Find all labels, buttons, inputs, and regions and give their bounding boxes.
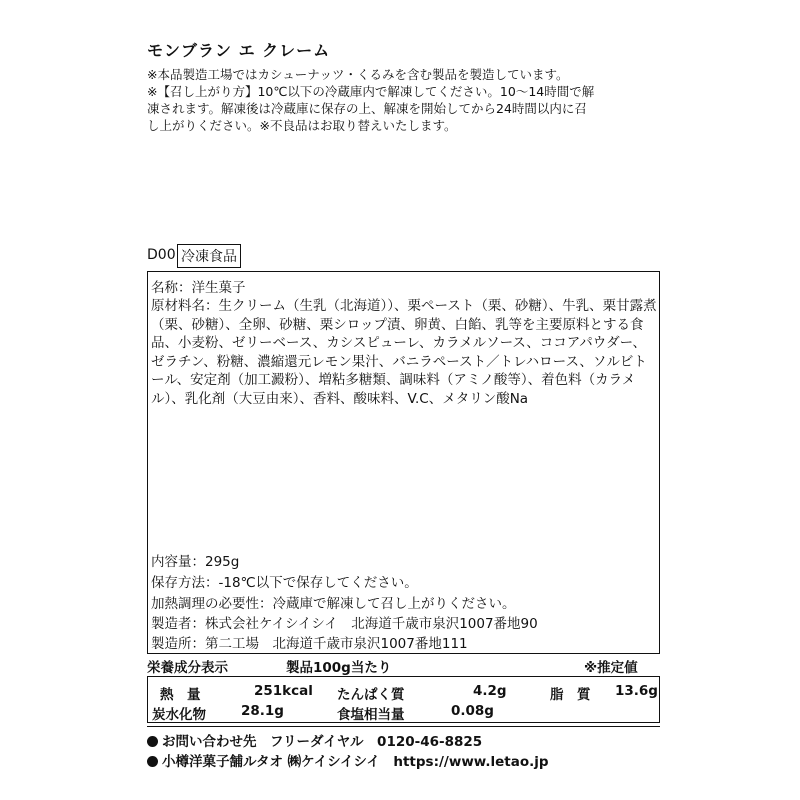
- contact-line: [147, 730, 482, 750]
- energy-label: 熱 量: [160, 687, 201, 703]
- bullet-icon: [147, 756, 158, 767]
- bullet-icon: [147, 736, 158, 747]
- instructions-line-1: ※【召し上がり方】10℃以下の冷蔵庫内で解凍してください。10～14時間で解: [147, 84, 595, 99]
- label-factory: 製造所：第二工場 北海道千歳市泉沢1007番地111: [151, 636, 468, 652]
- salt-label: 食塩相当量: [337, 707, 405, 723]
- salt-value: 0.08g: [451, 703, 494, 719]
- company-text: 小樽洋菓子舗ルタオ ㈱ケイシイシイ https://www.letao.jp: [162, 754, 549, 770]
- company-line: [147, 750, 549, 770]
- nutrition-estimate-note: ※推定値: [584, 660, 638, 676]
- contact-text: お問い合わせ先 フリーダイヤル 0120-46-8825: [162, 734, 483, 750]
- energy-value: 251kcal: [254, 683, 313, 699]
- nutrition-basis: 製品100g当たり: [286, 660, 392, 676]
- instructions-line-3: し上がりください。※不良品はお取り替えいたします。: [147, 118, 457, 133]
- product-title: モンブラン エ クレーム: [147, 41, 331, 60]
- label-name: 名称：洋生菓子: [151, 280, 246, 296]
- protein-label: たんぱく質: [337, 687, 405, 703]
- nutrition-heading: 栄養成分表示: [147, 660, 228, 676]
- label-storage: 保存方法：-18℃以下で保存してください。: [151, 575, 418, 591]
- carb-label: 炭水化物: [152, 707, 206, 723]
- lot-code: D00: [147, 247, 176, 263]
- instructions-line-2: 凍されます。解凍後は冷蔵庫に保存の上、解凍を開始してから24時間以内に召: [147, 101, 587, 116]
- carb-value: 28.1g: [241, 703, 284, 719]
- footer-divider: [147, 726, 660, 727]
- protein-value: 4.2g: [473, 683, 507, 699]
- fat-value: 13.6g: [615, 683, 658, 699]
- label-content: 内容量：295g: [151, 554, 240, 570]
- allergen-note: ※本品製造工場ではカシューナッツ・くるみを含む製品を製造しています。: [147, 67, 569, 82]
- frozen-food-badge: 冷凍食品: [177, 244, 241, 268]
- fat-label: 脂 質: [550, 687, 591, 703]
- label-manufacturer: 製造者：株式会社ケイシイシイ 北海道千歳市泉沢1007番地90: [151, 616, 538, 632]
- label-heating: 加熱調理の必要性：冷蔵庫で解凍して召し上がりください。: [151, 596, 516, 612]
- label-ingredients: 原材料名：生クリーム（生乳（北海道））、栗ペースト（栗、砂糖）、牛乳、栗甘露煮（栗、砂糖）、全卵、砂糖、栗シロップ漬、卵黄、白餡、乳等を主要原料とする食品、小麦粉、ゼリーベース、カシスピューレ、カラメルソース、ココアパウダー、ゼラチン、粉糖、濃縮還元レモン果汁、バニラペースト／トレハロース、ソルビトール、安定剤（加工澱粉）、増粘多糖類、調味料（アミノ酸等）、着色料（カラメル）、乳化剤（大豆由来）、香料、酸味料、V.C、メタリン酸Na: [151, 298, 657, 407]
